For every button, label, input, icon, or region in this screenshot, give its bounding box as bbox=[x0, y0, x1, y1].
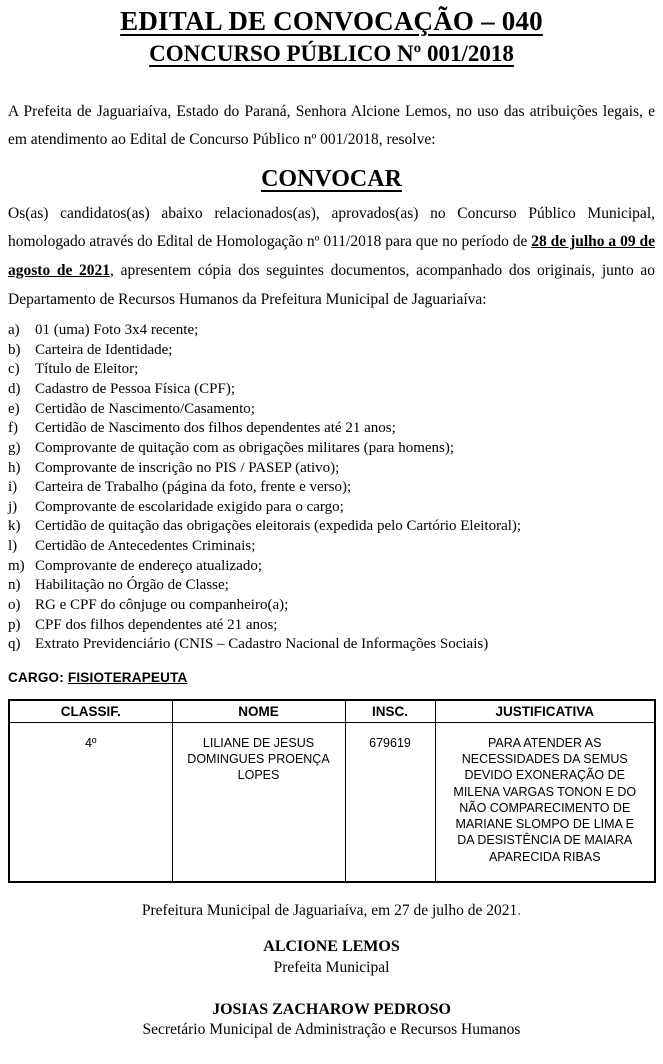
list-item bbox=[8, 517, 655, 537]
cargo-line bbox=[8, 670, 655, 685]
signature-block-secretario bbox=[8, 999, 655, 1041]
table-row bbox=[9, 722, 655, 882]
list-item-marker: j) bbox=[8, 498, 18, 515]
list-item bbox=[8, 400, 655, 420]
list-item-marker: e) bbox=[8, 400, 20, 417]
list-item-marker: p) bbox=[8, 616, 21, 633]
cargo-value: FISIOTERAPEUTA bbox=[67, 669, 188, 685]
signature-role: Secretário Municipal de Administração e Recursos Humanos bbox=[142, 1021, 521, 1039]
table-header-row bbox=[9, 700, 655, 723]
list-item-text: Título de Eleitor; bbox=[35, 361, 139, 378]
document-title-text: EDITAL DE CONVOCAÇÃO – 040 bbox=[120, 6, 543, 36]
signature-role: Prefeita Municipal bbox=[273, 958, 390, 976]
cell-insc: 679619 bbox=[345, 722, 435, 882]
list-item bbox=[8, 596, 655, 616]
list-item-text: Certidão de Nascimento dos filhos dependentes até 21 anos; bbox=[35, 420, 396, 437]
cell-nome: LILIANE DE JESUS DOMINGUES PROENÇA LOPES bbox=[172, 722, 345, 882]
list-item bbox=[8, 576, 655, 596]
list-item-marker: g) bbox=[8, 439, 21, 456]
list-item bbox=[8, 616, 655, 636]
list-item-text: Certidão de Antecedentes Criminais; bbox=[35, 538, 256, 555]
document-title bbox=[8, 5, 655, 37]
list-item-text: RG e CPF do cônjuge ou companheiro(a); bbox=[35, 596, 289, 613]
list-item bbox=[8, 478, 655, 498]
convocar-heading bbox=[8, 164, 655, 195]
list-item bbox=[8, 380, 655, 400]
list-item-text: CPF dos filhos dependentes até 21 anos; bbox=[35, 616, 278, 633]
list-item bbox=[8, 419, 655, 439]
document-subtitle-text: CONCURSO PÚBLICO Nº 001/2018 bbox=[149, 41, 514, 67]
list-item bbox=[8, 439, 655, 459]
list-item-marker: m) bbox=[8, 557, 25, 574]
list-item-marker: b) bbox=[8, 341, 21, 358]
signature-name: ALCIONE LEMOS bbox=[263, 937, 400, 955]
cell-classif: 4º bbox=[9, 722, 172, 882]
body-text-before: Os(as) candidatos(as) abaixo relacionados(as), aprovados(as) no Concurso Público Municipal, homologado através do Edital de Homologação nº 011/2018 para que no período de bbox=[8, 204, 655, 251]
column-header-insc: INSC. bbox=[345, 700, 435, 723]
list-item bbox=[8, 321, 655, 341]
list-item-marker: q) bbox=[8, 636, 21, 653]
list-item-text: Habilitação no Órgão de Classe; bbox=[35, 577, 229, 594]
column-header-justificativa: JUSTIFICATIVA bbox=[435, 700, 655, 723]
list-item-text: Certidão de quitação das obrigações eleitorais (expedida pelo Cartório Eleitoral); bbox=[35, 518, 522, 535]
dateline-text: Prefeitura Municipal de Jaguariaíva, em 27 de julho de 2021 bbox=[141, 901, 518, 919]
list-item bbox=[8, 360, 655, 380]
column-header-classif: CLASSIF. bbox=[9, 700, 172, 723]
list-item-text: Carteira de Identidade; bbox=[35, 341, 173, 358]
list-item-text: Comprovante de endereço atualizado; bbox=[35, 557, 262, 574]
convocar-heading-text: CONVOCAR bbox=[261, 165, 402, 192]
list-item bbox=[8, 537, 655, 557]
list-item bbox=[8, 459, 655, 479]
list-item-marker: a) bbox=[8, 322, 20, 339]
list-item-text: Extrato Previdenciário (CNIS – Cadastro Nacional de Informações Sociais) bbox=[35, 636, 489, 653]
list-item-marker: o) bbox=[8, 596, 21, 613]
body-date-range: 28 de julho a 09 de agosto de 2021 bbox=[8, 233, 655, 279]
list-item-marker: k) bbox=[8, 518, 21, 535]
list-item bbox=[8, 341, 655, 361]
list-item-marker: h) bbox=[8, 459, 21, 476]
document-subtitle bbox=[8, 40, 655, 68]
list-item bbox=[8, 557, 655, 577]
list-item-marker: n) bbox=[8, 577, 21, 594]
list-item-marker: f) bbox=[8, 420, 18, 437]
list-item-text: Comprovante de inscrição no PIS / PASEP (ativo); bbox=[35, 459, 340, 476]
list-item bbox=[8, 635, 655, 655]
list-item-text: Certidão de Nascimento/Casamento; bbox=[35, 400, 255, 417]
documents-list bbox=[8, 321, 655, 655]
cell-justificativa: PARA ATENDER AS NECESSIDADES DA SEMUS DEVIDO EXONERAÇÃO DE MILENA VARGAS TONON E DO NÃO COMPARECIMENTO DE MARIANE SLOMPO DE LIMA E DA DESISTÊNCIA DE MAIARA APARECIDA RIBAS bbox=[435, 722, 655, 882]
dateline bbox=[8, 902, 655, 920]
list-item-marker: l) bbox=[8, 538, 18, 555]
list-item-text: Comprovante de quitação com as obrigações militares (para homens); bbox=[35, 439, 455, 456]
list-item-text: Comprovante de escolaridade exigido para o cargo; bbox=[35, 498, 344, 515]
list-item-text: Carteira de Trabalho (página da foto, frente e verso); bbox=[35, 479, 352, 496]
signature-name: JOSIAS ZACHAROW PEDROSO bbox=[212, 1000, 451, 1018]
list-item-marker: i) bbox=[8, 479, 18, 496]
list-item-text: Cadastro de Pessoa Física (CPF); bbox=[35, 380, 235, 397]
list-item-marker: c) bbox=[8, 361, 20, 378]
convocation-table bbox=[8, 699, 656, 883]
intro-paragraph: A Prefeita de Jaguariaíva, Estado do Paraná, Senhora Alcione Lemos, no uso das atribuições legais, e em atendimento ao Edital de Concurso Público nº 001/2018, resolve: bbox=[8, 102, 655, 148]
list-item-text: 01 (uma) Foto 3x4 recente; bbox=[35, 322, 199, 339]
body-text-after: , apresentem cópia dos seguintes documentos, acompanhado dos originais, junto ao Departamento de Recursos Humanos da Prefeitura Municipal de Jaguariaíva: bbox=[8, 261, 655, 308]
body-paragraph bbox=[8, 200, 655, 314]
list-item bbox=[8, 498, 655, 518]
dateline-period: . bbox=[517, 901, 522, 919]
list-item-marker: d) bbox=[8, 380, 21, 397]
column-header-nome: NOME bbox=[172, 700, 345, 723]
cargo-label: CARGO: bbox=[8, 669, 68, 685]
signature-block-prefeita bbox=[8, 936, 655, 978]
